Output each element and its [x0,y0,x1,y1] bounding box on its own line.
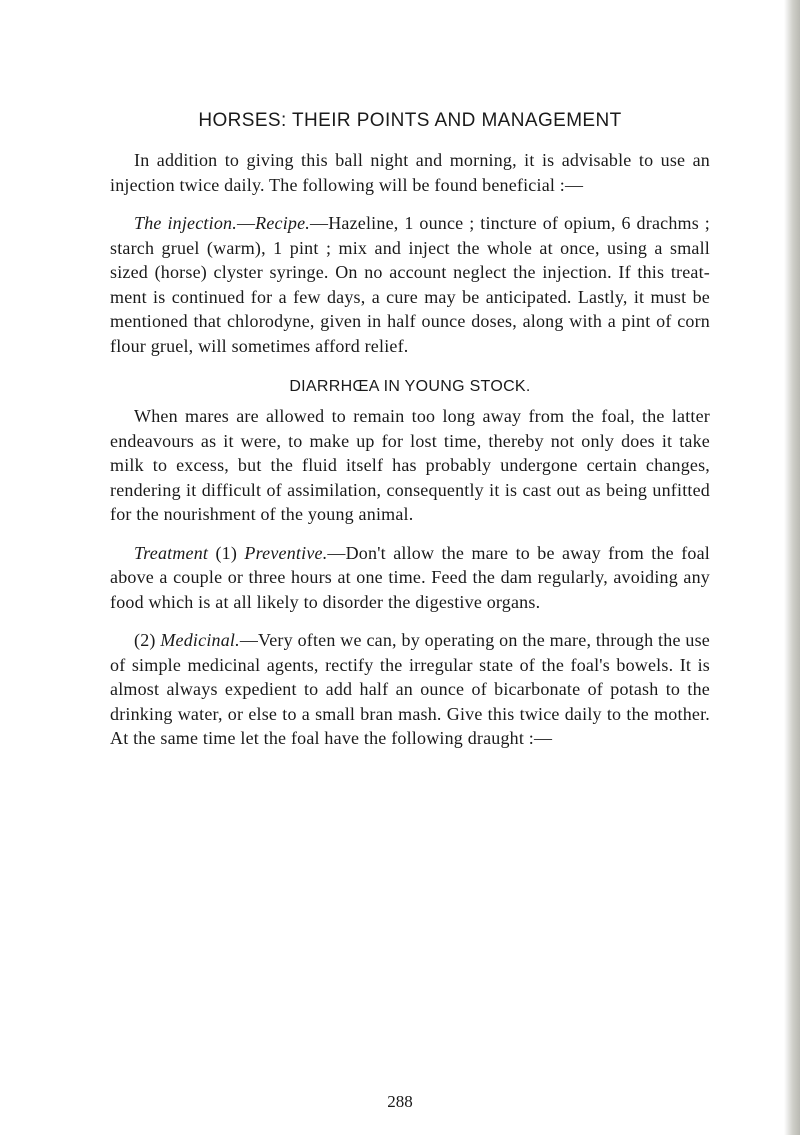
medicinal-number: (2) [134,630,161,650]
dash: — [310,213,329,233]
paragraph-treatment-preventive [110,541,710,615]
preventive-label: Preventive. [244,542,328,563]
page-edge-shadow [784,0,800,1135]
dash: — [327,542,346,563]
medicinal-label: Medicinal. [160,630,240,650]
injection-text: Hazeline, 1 ounce ; tincture of opium, 6 drachms ; starch gruel (warm), 1 pint ; mix and inject the whole at once, using a small sized (horse) clyster syringe. On no account neglect the injection. If this treat-ment is continued for a few days, a cure may be anticipated. Lastly, it must be mentioned that chlorodyne, given in half ounce doses, along with a pint of corn flour gruel, will sometimes afford relief. [110,213,710,356]
medicinal-text: Very often we can, by operating on the mare, through the use of simple medicinal agents, rectify the irregular state of the foal's bowels. It is almost always expedient to add half an ounce of bicarbonate of potash to the drinking water, or else to a small bran mash. Give this twice daily to the mother. At the same time let the foal have the following draught :— [110,630,710,748]
section-heading: DIARRHŒA IN YOUNG STOCK. [289,378,531,395]
book-page [110,110,710,751]
running-head: HORSES: THEIR POINTS AND MANAGEMENT [198,110,622,131]
paragraph-injection-recipe [110,211,710,358]
treatment-number: (1) [208,542,245,563]
paragraph-intro: In addition to giving this ball night and morning, it is advisable to use an injection twice daily. The following will be found beneficial :— [110,150,710,195]
dash: — [236,213,256,233]
paragraph-section-intro: When mares are allowed to remain too long away from the foal, the latter endeavours as it were, to make up for lost time, thereby not only does it take milk to excess, but the fluid itself has probably undergone certain changes, rendering it difficult of assimilation, consequently it is cast out as being unfitted for the nourishment of the young animal. [110,406,710,524]
treatment-text: Don't allow the mare to be away from the foal above a couple or three hours at one time. Feed the dam regularly, avoiding any food which is at all likely to disorder the digestive organs. [110,542,710,612]
paragraph-medicinal [110,628,710,751]
injection-label: The injection. [134,213,237,233]
page-number: 288 [387,1092,413,1111]
dash: — [239,630,259,650]
treatment-label: Treatment [134,542,209,563]
recipe-label: Recipe. [255,213,311,233]
